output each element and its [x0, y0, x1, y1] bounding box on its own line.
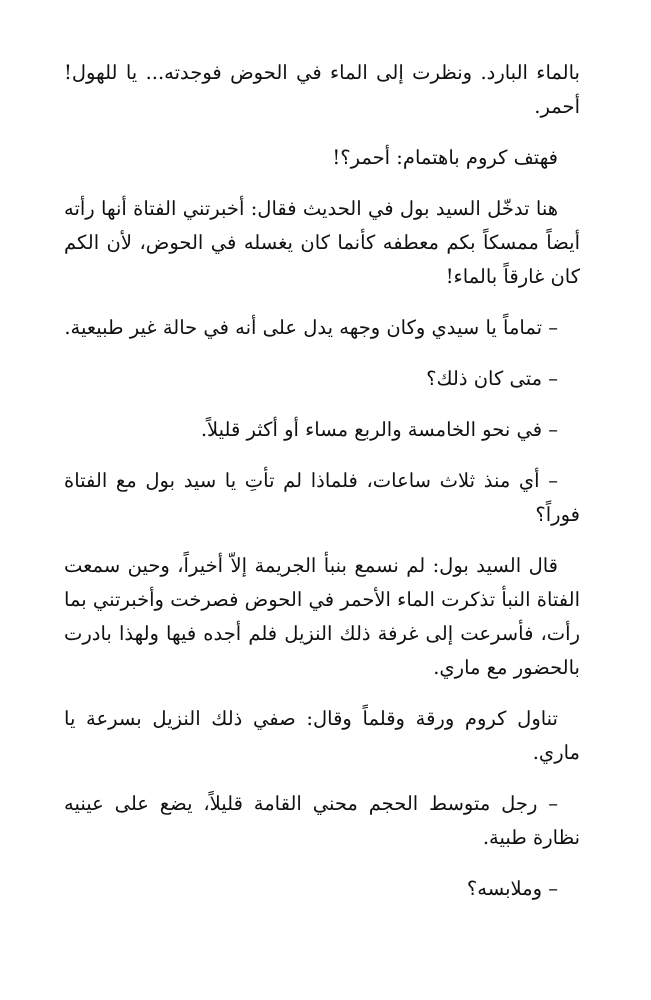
dialogue-line-6: – وملابسه؟: [466, 877, 558, 900]
paragraph-3: هنا تدخّل السيد بول في الحديث فقال: أخبرتني الفتاة أنها رأته أيضاً ممسكاً بكم معطفه كأنما كان يغسله في الحوض، لأن الكم كان غارقاً بالماء!: [64, 197, 580, 288]
paragraph-4: قال السيد بول: لم نسمع بنبأ الجريمة إلاّ أخيراً، وحين سمعت الفتاة النبأ تذكرت الماء الأحمر في الحوض فصرخت وأخبرتني بما رأت، فأسرعت إلى غرفة ذلك النزيل فلم أجده فيها ولهذا بادرت بالحضور مع ماري.: [64, 554, 580, 679]
dialogue-line-4: – أي منذ ثلاث ساعات، فلماذا لم تأتِ يا سيد بول مع الفتاة فوراً؟: [64, 469, 580, 526]
paragraph-2: فهتف كروم باهتمام: أحمر؟!: [332, 146, 558, 169]
dialogue-line-2: – متى كان ذلك؟: [426, 367, 558, 390]
dialogue-line-1: – تماماً يا سيدي وكان وجهه يدل على أنه في حالة غير طبيعية.: [64, 316, 558, 339]
dialogue-line-5: – رجل متوسط الحجم محني القامة قليلاً، يضع على عينيه نظارة طبية.: [64, 792, 580, 849]
paragraph-5: تناول كروم ورقة وقلماً وقال: صفي ذلك النزيل بسرعة يا ماري.: [64, 707, 580, 764]
paragraph-1: بالماء البارد. ونظرت إلى الماء في الحوض فوجدته... يا للهول! أحمر.: [64, 61, 580, 118]
book-page: [64, 56, 580, 923]
dialogue-line-3: – في نحو الخامسة والربع مساء أو أكثر قليلاً.: [200, 418, 558, 441]
